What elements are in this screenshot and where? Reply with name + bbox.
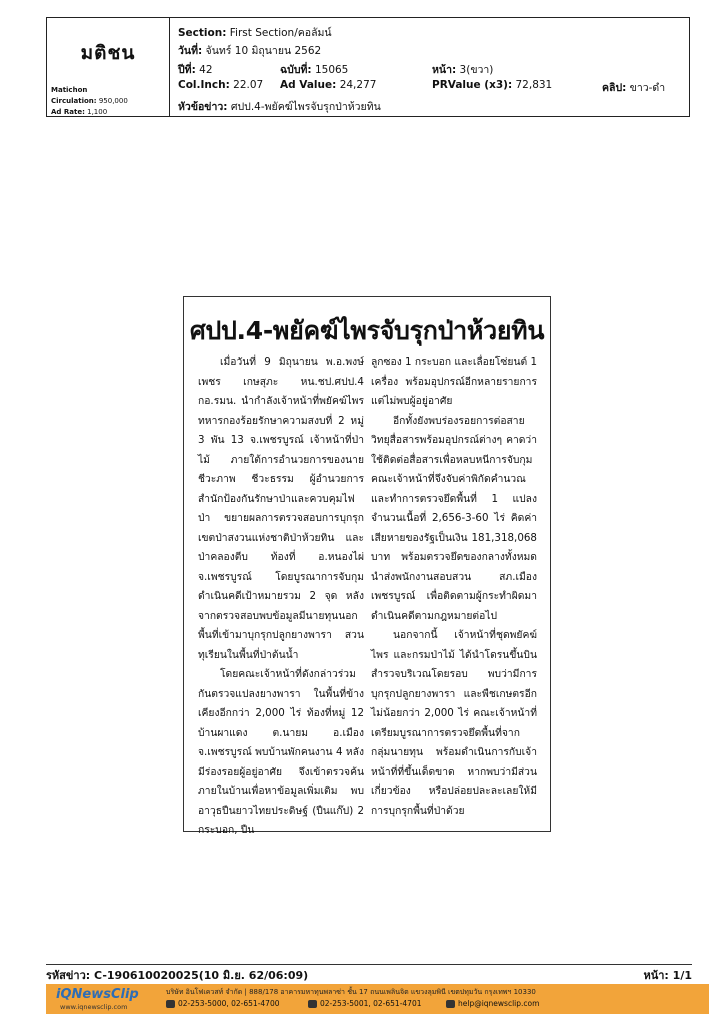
phone-number: 02-253-5000, 02-651-4700	[178, 999, 280, 1008]
iqnewsclip-logo: iQNewsClip	[56, 987, 139, 1002]
clip-row	[602, 79, 665, 96]
page-indicator	[643, 966, 692, 984]
publication-name: Matichon	[51, 86, 88, 94]
page-indicator-value: 1/1	[672, 969, 692, 982]
article-paragraph: เมื่อวันที่ 9 มิถุนายน พ.อ.พงษ์เพชร เกษสุภะ หน.ชป.ศปป.4 กอ.รมน. นำกำลังเจ้าหน้าที่พยัคฆ์ไพร ทหารกองร้อยรักษาความสงบที่ 2 หมู่ 3 พัน 13 จ.เพชรบูรณ์ เจ้าหน้าที่ป่าไม้ ภายใต้การอำนวยการของนายชีวะภาพ ชีวะธรรม ผู้อำนวยการสำนักป้องกันรักษาป่าและควบคุมไฟป่า ขยายผลการตรวจสอบการบุกรุกเขตป่าสงวนแห่งชาติป่าห้วยทิน และป่าคลองตีบ ท้องที่ อ.หนองไผ่ จ.เพชรบูรณ์ โดยบูรณาการจับกุมดำเนินคดีเป้าหมายรวม 2 จุด หลังจากตรวจสอบพบข้อมูลมีนายทุนนอกพื้นที่เข้ามาบุกรุกปลูกยางพารา สวนทุเรียนในพื้นที่ป่าต้นน้ำ	[198, 356, 364, 661]
prvalue-row	[432, 79, 552, 91]
colinch-value: 22.07	[233, 79, 264, 91]
footer-divider	[46, 964, 692, 965]
article-paragraph: ลูกซอง 1 กระบอก และเลื่อยโซ่ยนต์ 1 เครื่อง พร้อมอุปกรณ์อีกหลายรายการ แต่ไม่พบผู้อยู่อาศัย	[371, 356, 537, 407]
email-contact	[446, 999, 539, 1008]
news-code	[46, 966, 308, 984]
circulation-label: Circulation:	[51, 97, 97, 105]
section-row	[178, 24, 332, 41]
prvalue-value: 72,831	[515, 79, 553, 91]
colinch-label: Col.Inch:	[178, 79, 230, 91]
date-label: วันที่:	[178, 45, 203, 57]
article-column-right	[371, 353, 537, 821]
article-paragraph: อีกทั้งยังพบร่องรอยการต่อสายวิทยุสื่อสารพร้อมอุปกรณ์ต่างๆ คาดว่าใช้ติดต่อสื่อสารเพื่อหลบหนีการจับกุม คณะเจ้าหน้าที่จึงจับค่าพิกัดคำนวณและทำการตรวจยึดพื้นที่ 1 แปลง จำนวนเนื้อที่ 2,656-3-60 ไร่ คิดค่าเสียหายของรัฐเป็นเงิน 181,318,068 บาท พร้อมตรวจยึดของกลางทั้งหมด นำส่งพนักงานสอบสวน สภ.เมืองเพชรบูรณ์ เพื่อติดตามผู้กระทำผิดมาดำเนินคดีตามกฎหมายต่อไป	[371, 414, 537, 622]
page-row	[432, 61, 493, 78]
page-value: 3(ขวา)	[459, 64, 494, 76]
year-value: 42	[199, 64, 213, 76]
provider-address: บริษัท อินโฟเควสท์ จำกัด | 888/178 อาคารมหาทุนพลาซ่า ชั้น 17 ถนนเพลินจิต แขวงลุมพินี เขตปทุมวัน กรุงเทพฯ 10330	[166, 988, 536, 996]
publication-info	[51, 85, 128, 118]
phone-icon	[166, 1000, 175, 1008]
page-indicator-label: หน้า:	[643, 969, 669, 982]
publication-logo: มติชน	[80, 42, 136, 64]
clip-metadata	[170, 17, 690, 117]
issue-value: 15065	[314, 64, 349, 76]
article-paragraph: โดยคณะเจ้าหน้าที่ดังกล่าวร่วมกันตรวจแปลงยางพารา ในพื้นที่ข้างเคียงอีกกว่า 2,000 ไร่ ท้องที่หมู่ 12 บ้านผาแดง ต.นายม อ.เมือง จ.เพชรบูรณ์ พบบ้านพักคนงาน 4 หลัง มีร่องรอยผู้อยู่อาศัย จึงเข้าตรวจค้นภายในบ้านเพื่อหาข้อมูลเพิ่มเติม พบอาวุธปืนยาวไทยประดิษฐ์ (ปืนแก๊ป) 2 กระบอก, ปืน	[198, 668, 364, 836]
fax-contact	[308, 999, 421, 1008]
prvalue-label: PRValue (x3):	[432, 79, 513, 91]
fax-icon	[308, 1000, 317, 1008]
year-row	[178, 61, 213, 78]
year-label: ปีที่:	[178, 64, 196, 76]
news-code-value: C-190610020025(10 มิ.ย. 62/06:09)	[94, 969, 309, 982]
adrate-value: 1,100	[87, 108, 108, 116]
publication-box	[46, 17, 170, 117]
provider-bar	[46, 984, 709, 1014]
date-row	[178, 42, 321, 59]
section-value: First Section/คอลัมน์	[229, 27, 332, 39]
news-code-label: รหัสข่าว:	[46, 969, 91, 982]
advalue-label: Ad Value:	[280, 79, 337, 91]
advalue-value: 24,277	[339, 79, 377, 91]
issue-label: ฉบับที่:	[280, 64, 312, 76]
date-value: จันทร์ 10 มิถุนายน 2562	[205, 45, 322, 57]
headline-label: หัวข้อข่าว:	[178, 101, 228, 113]
clip-label: คลิป:	[602, 82, 627, 94]
phone-contact	[166, 999, 279, 1008]
email-address[interactable]: help@iqnewsclip.com	[458, 999, 540, 1008]
email-icon	[446, 1000, 455, 1008]
adrate-label: Ad Rate:	[51, 108, 85, 116]
headline-row	[178, 98, 381, 115]
article-clipping	[183, 296, 551, 836]
article-column-left	[198, 353, 364, 841]
page-label: หน้า:	[432, 64, 457, 76]
article-headline: ศปป.4-พยัคฆ์ไพรจับรุกป่าห้วยทิน	[189, 316, 545, 345]
issue-row	[280, 61, 348, 78]
circulation-value: 950,000	[98, 97, 128, 105]
colinch-row	[178, 79, 263, 91]
headline-value: ศปป.4-พยัคฆ์ไพรจับรุกป่าห้วยทิน	[230, 101, 381, 113]
fax-number: 02-253-5001, 02-651-4701	[320, 999, 422, 1008]
advalue-row	[280, 79, 376, 91]
section-label: Section:	[178, 27, 227, 39]
clip-value: ขาว-ดำ	[629, 82, 666, 94]
article-paragraph: นอกจากนี้ เจ้าหน้าที่ชุดพยัคฆ์ไพร และกรมป่าไม้ ได้นำโดรนขึ้นบินสำรวจบริเวณโดยรอบ พบว่ามีการบุกรุกปลูกยางพารา และพืชเกษตรอีกไม่น้อยกว่า 2,000 ไร่ คณะเจ้าหน้าที่เตรียมบูรณาการตรวจยึดพื้นที่จากกลุ่มนายทุน พร้อมดำเนินการกับเจ้าหน้าที่ที่ขึ้นเด็ดขาด หากพบว่ามีส่วนเกี่ยวข้อง หรือปล่อยปละละเลยให้มีการบุกรุกพื้นที่ป่าด้วย	[371, 629, 537, 817]
provider-website[interactable]: www.iqnewsclip.com	[60, 1003, 128, 1011]
